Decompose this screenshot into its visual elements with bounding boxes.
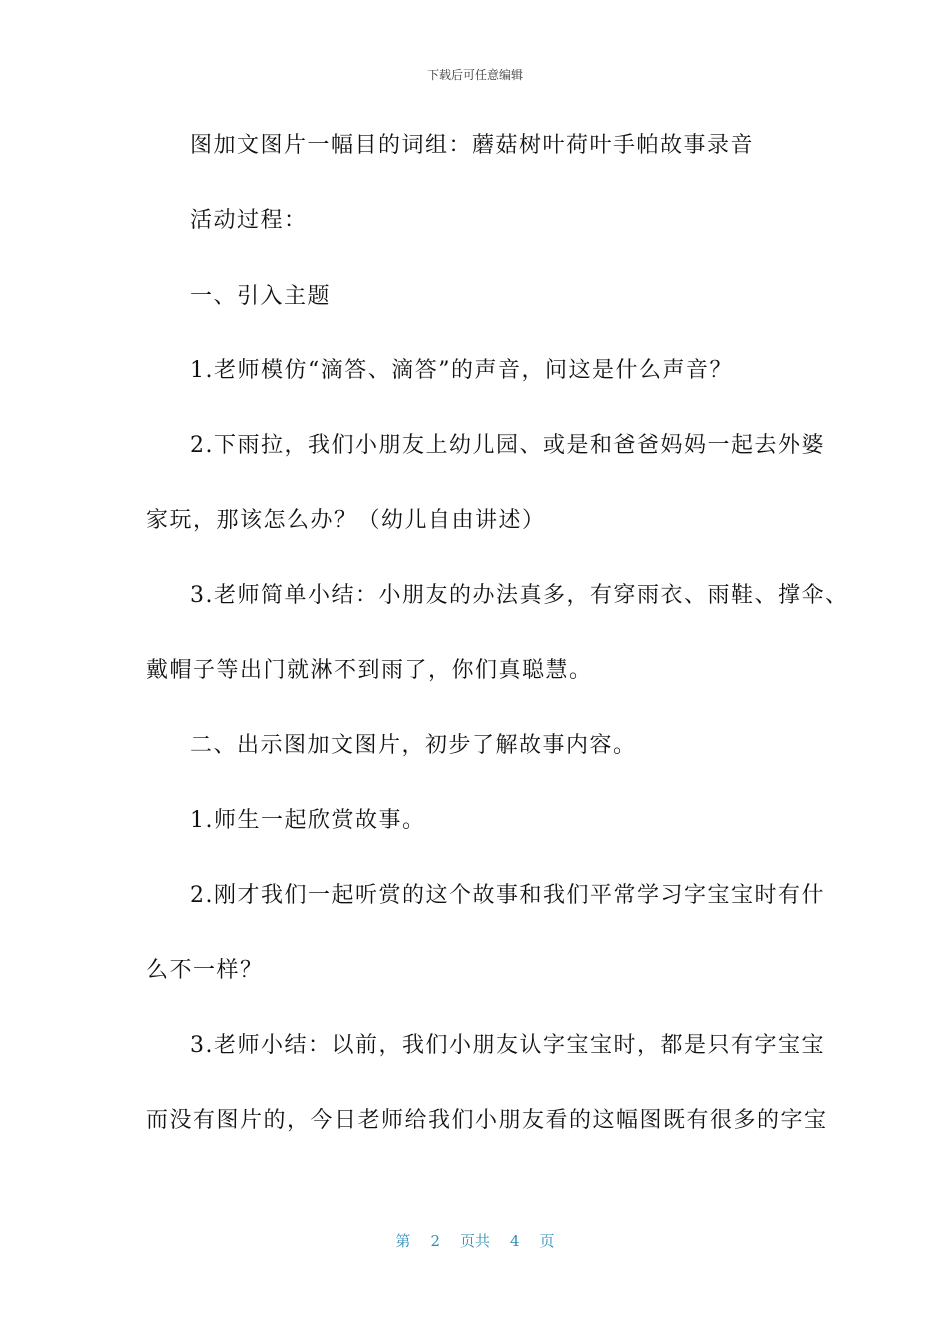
page-label-middle: 页共 xyxy=(459,1232,490,1250)
paragraph-line: 么不一样？ xyxy=(146,958,264,983)
paragraph-line: 2.刚才我们一起听赏的这个故事和我们平常学习字宝宝时有什 xyxy=(190,883,825,908)
page-footer xyxy=(0,1230,950,1251)
paragraph-line: 1.师生一起欣赏故事。 xyxy=(190,808,426,833)
materials-line: 图加文图片一幅目的词组：蘑菇树叶荷叶手帕故事录音 xyxy=(190,133,755,158)
paragraph-line: 戴帽子等出门就淋不到雨了，你们真聪慧。 xyxy=(146,658,593,683)
header-note: 下载后可任意编辑 xyxy=(426,68,523,82)
paragraph-line: 而没有图片的，今日老师给我们小朋友看的这幅图既有很多的字宝 xyxy=(146,1108,828,1133)
activity-process-heading: 活动过程： xyxy=(190,208,308,233)
page-label-prefix: 第 xyxy=(395,1232,411,1250)
paragraph-line: 3.老师小结：以前，我们小朋友认字宝宝时，都是只有字宝宝 xyxy=(190,1033,825,1058)
paragraph-line: 3.老师简单小结：小朋友的办法真多，有穿雨衣、雨鞋、撑伞、 xyxy=(190,583,849,608)
paragraph-line: 1.老师模仿“滴答、滴答”的声音，问这是什么声音？ xyxy=(190,358,733,383)
section-one-heading: 一、引入主题 xyxy=(190,284,332,309)
current-page-number: 2 xyxy=(430,1232,440,1250)
section-two-heading: 二、出示图加文图片，初步了解故事内容。 xyxy=(190,733,637,758)
paragraph-line: 2.下雨拉，我们小朋友上幼儿园、或是和爸爸妈妈一起去外婆 xyxy=(190,433,825,458)
paragraph-line: 家玩，那该怎么办？（幼儿自由讲述） xyxy=(146,508,546,533)
total-pages-number: 4 xyxy=(510,1232,520,1250)
page-label-suffix: 页 xyxy=(539,1232,555,1250)
